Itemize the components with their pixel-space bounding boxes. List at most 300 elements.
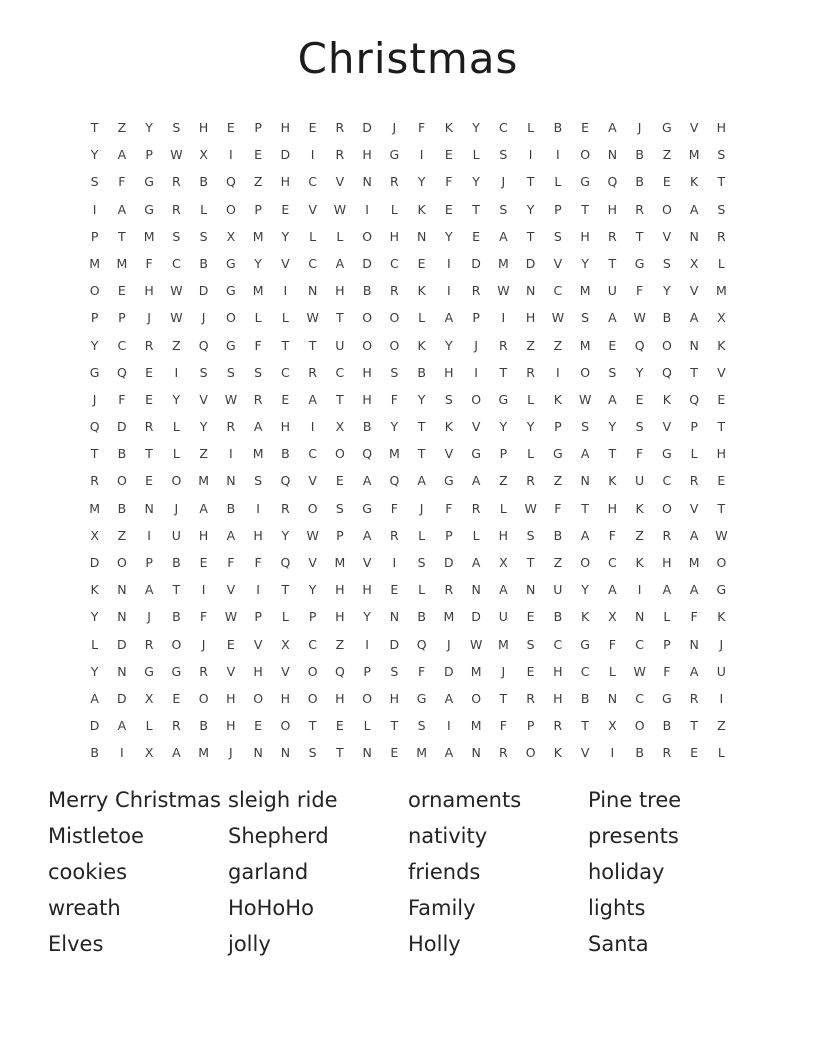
grid-letter: A <box>362 473 372 489</box>
grid-letter: H <box>362 364 372 380</box>
grid-letter: X <box>144 690 154 706</box>
grid-letter: K <box>444 419 453 435</box>
grid-letter: F <box>145 255 153 271</box>
grid-letter: L <box>172 446 180 462</box>
grid-letter: I <box>556 364 560 380</box>
word-list-item: presents <box>588 824 679 848</box>
grid-letter: N <box>389 609 400 625</box>
grid-letter: T <box>336 391 344 407</box>
grid-letter: I <box>474 364 478 380</box>
grid-letter: G <box>389 147 400 163</box>
grid-letter: Y <box>90 663 99 679</box>
grid-letter: P <box>663 636 671 652</box>
grid-letter: B <box>362 283 372 299</box>
grid-letter: T <box>281 337 290 353</box>
grid-letter: Y <box>499 419 508 435</box>
grid-letter: M <box>579 337 591 353</box>
grid-letter: Y <box>363 609 371 625</box>
grid-letter: E <box>417 255 426 271</box>
grid-letter: E <box>254 147 263 163</box>
grid-letter: H <box>253 663 263 679</box>
grid-letter: V <box>362 555 372 570</box>
word-list <box>48 782 788 962</box>
grid-letter: A <box>444 690 454 706</box>
grid-letter: T <box>499 364 508 380</box>
grid-letter: M <box>688 147 700 163</box>
grid-letter: O <box>307 500 318 516</box>
grid-letter: Y <box>281 228 290 244</box>
grid-letter: O <box>661 337 672 353</box>
grid-letter: R <box>635 201 644 217</box>
grid-letter: T <box>336 745 344 761</box>
grid-row <box>81 304 735 331</box>
grid-letter: Y <box>199 419 208 435</box>
grid-letter: H <box>362 582 372 598</box>
grid-letter: X <box>608 718 617 734</box>
word-list-item: Elves <box>48 932 104 956</box>
grid-letter: E <box>581 120 590 135</box>
grid-letter: C <box>390 255 399 271</box>
grid-letter: S <box>417 718 426 734</box>
grid-letter: M <box>443 609 455 625</box>
grid-letter: E <box>335 718 344 734</box>
grid-letter: V <box>281 255 290 271</box>
grid-letter: O <box>661 201 672 217</box>
grid-letter: O <box>198 690 209 706</box>
grid-letter: F <box>445 174 453 190</box>
word-search-grid <box>81 114 735 767</box>
grid-letter: I <box>310 419 315 435</box>
grid-letter: S <box>499 201 508 217</box>
grid-letter: F <box>118 391 126 407</box>
word-list-column <box>588 782 768 962</box>
grid-letter: E <box>635 391 644 407</box>
grid-letter: K <box>717 337 726 353</box>
grid-letter: N <box>607 690 618 706</box>
grid-letter: H <box>389 228 400 244</box>
grid-letter: A <box>144 582 154 598</box>
grid-letter: R <box>608 228 617 244</box>
grid-letter: L <box>172 419 180 435</box>
grid-letter: O <box>280 718 291 734</box>
grid-letter: E <box>335 473 344 489</box>
grid-letter: G <box>662 120 672 135</box>
grid-letter: E <box>472 228 481 244</box>
grid-letter: H <box>580 228 590 244</box>
grid-letter: Y <box>445 337 453 353</box>
grid-letter: V <box>471 419 481 435</box>
grid-letter: Z <box>117 120 127 135</box>
grid-letter: V <box>689 283 699 299</box>
word-list-item: Shepherd <box>228 824 329 848</box>
grid-letter: O <box>389 337 400 353</box>
grid-letter: G <box>634 255 645 271</box>
grid-letter: O <box>580 364 591 380</box>
grid-letter: E <box>717 391 726 407</box>
grid-letter: B <box>117 446 127 462</box>
grid-letter: L <box>418 582 426 598</box>
grid-letter: E <box>444 201 453 217</box>
grid-row <box>81 196 735 223</box>
grid-letter: D <box>280 147 291 163</box>
grid-letter: I <box>528 147 533 163</box>
grid-letter: O <box>389 310 400 326</box>
grid-letter: A <box>117 718 127 734</box>
grid-letter: B <box>199 174 208 190</box>
grid-letter: V <box>553 255 563 271</box>
grid-letter: C <box>580 663 590 679</box>
grid-letter: H <box>280 120 291 135</box>
grid-letter: P <box>118 310 126 326</box>
grid-letter: W <box>633 663 646 679</box>
grid-letter: E <box>145 391 154 407</box>
grid-letter: Q <box>362 446 373 462</box>
grid-letter: F <box>254 555 262 570</box>
grid-letter: V <box>689 120 699 135</box>
grid-letter: A <box>471 555 481 570</box>
grid-letter: G <box>580 636 590 652</box>
grid-letter: L <box>281 609 289 625</box>
grid-letter: H <box>389 690 400 706</box>
grid-letter: H <box>335 609 345 625</box>
grid-letter: V <box>689 500 699 516</box>
grid-letter: E <box>172 690 181 706</box>
grid-letter: I <box>256 582 260 598</box>
grid-letter: A <box>199 500 208 516</box>
grid-letter: M <box>198 473 210 489</box>
grid-letter: N <box>226 473 236 489</box>
grid-letter: O <box>471 391 482 407</box>
grid-letter: L <box>527 391 535 407</box>
grid-letter: U <box>335 337 345 353</box>
grid-letter: X <box>689 255 699 271</box>
grid-letter: Z <box>172 337 181 353</box>
grid-letter: N <box>416 228 427 244</box>
grid-letter: H <box>362 147 372 163</box>
grid-letter: V <box>226 663 236 679</box>
grid-row <box>81 549 735 576</box>
grid-letter: W <box>497 283 510 299</box>
grid-letter: V <box>662 419 672 435</box>
grid-letter: Q <box>634 337 645 353</box>
grid-letter: N <box>525 283 536 299</box>
grid-letter: O <box>661 500 672 516</box>
grid-letter: I <box>365 201 369 217</box>
grid-letter: O <box>307 690 318 706</box>
grid-letter: B <box>417 364 426 380</box>
grid-letter: S <box>499 147 508 163</box>
grid-letter: W <box>170 283 183 299</box>
grid-letter: N <box>144 500 154 516</box>
grid-letter: P <box>499 446 508 462</box>
grid-letter: V <box>281 663 290 679</box>
grid-letter: C <box>635 636 644 652</box>
word-list-column <box>228 782 408 962</box>
grid-letter: E <box>690 745 699 761</box>
grid-letter: R <box>308 364 317 380</box>
grid-letter: A <box>117 201 127 217</box>
grid-letter: M <box>497 636 509 652</box>
grid-letter: W <box>551 310 565 326</box>
grid-letter: T <box>526 228 535 244</box>
grid-letter: I <box>447 718 451 734</box>
grid-letter: K <box>553 745 562 761</box>
grid-letter: Y <box>281 527 290 543</box>
grid-letter: A <box>689 201 699 217</box>
grid-letter: R <box>390 527 399 543</box>
grid-letter: E <box>390 582 399 598</box>
grid-letter: N <box>471 582 481 598</box>
grid-letter: L <box>418 310 426 326</box>
grid-letter: M <box>388 446 400 462</box>
grid-letter: R <box>226 419 236 435</box>
grid-letter: T <box>526 555 535 570</box>
word-list-item: Mistletoe <box>48 824 144 848</box>
grid-letter: N <box>117 609 127 625</box>
grid-letter: G <box>144 174 154 190</box>
grid-letter: L <box>499 500 507 516</box>
grid-letter: Z <box>335 636 345 652</box>
grid-letter: F <box>254 337 262 353</box>
grid-letter: E <box>526 663 535 679</box>
grid-letter: O <box>525 745 536 761</box>
grid-letter: B <box>553 120 563 135</box>
grid-letter: C <box>308 255 317 271</box>
grid-letter: S <box>199 364 208 380</box>
grid-row <box>81 603 735 630</box>
grid-letter: I <box>610 745 615 761</box>
grid-letter: T <box>281 582 290 598</box>
grid-row <box>81 631 735 658</box>
grid-letter: S <box>581 419 590 435</box>
grid-row <box>81 413 735 440</box>
grid-letter: W <box>224 609 238 625</box>
grid-letter: H <box>525 310 536 326</box>
grid-letter: A <box>608 120 617 135</box>
grid-letter: P <box>90 310 99 326</box>
grid-letter: I <box>365 636 369 652</box>
grid-letter: H <box>362 391 372 407</box>
grid-letter: A <box>226 527 236 543</box>
grid-letter: B <box>635 745 644 761</box>
grid-letter: S <box>526 636 535 652</box>
grid-letter: A <box>689 527 699 543</box>
grid-letter: Q <box>225 174 236 190</box>
grid-letter: C <box>553 636 563 652</box>
word-list-item: cookies <box>48 860 128 884</box>
grid-letter: A <box>580 527 590 543</box>
grid-letter: T <box>608 446 617 462</box>
grid-letter: Y <box>90 147 99 163</box>
grid-letter: U <box>716 663 726 679</box>
grid-letter: C <box>308 174 317 190</box>
grid-letter: U <box>498 609 508 625</box>
grid-letter: F <box>227 555 235 570</box>
grid-letter: O <box>362 228 373 244</box>
grid-letter: B <box>635 174 644 190</box>
grid-letter: U <box>635 473 645 489</box>
grid-letter: A <box>172 745 181 761</box>
grid-row <box>81 141 735 168</box>
grid-letter: J <box>447 636 451 652</box>
grid-letter: R <box>253 391 263 407</box>
grid-letter: K <box>417 201 426 217</box>
grid-letter: M <box>470 663 482 679</box>
grid-row <box>81 332 735 359</box>
grid-letter: C <box>308 636 317 652</box>
grid-letter: Y <box>581 255 589 271</box>
grid-letter: N <box>253 745 263 761</box>
grid-letter: S <box>717 147 726 163</box>
grid-letter: T <box>499 690 508 706</box>
grid-letter: S <box>390 364 399 380</box>
grid-letter: D <box>444 663 454 679</box>
grid-letter: F <box>663 663 671 679</box>
grid-letter: J <box>419 500 424 516</box>
grid-letter: A <box>608 391 617 407</box>
grid-letter: C <box>635 690 644 706</box>
grid-letter: D <box>89 555 100 570</box>
grid-letter: O <box>362 337 373 353</box>
grid-letter: B <box>199 255 208 271</box>
grid-letter: H <box>444 364 454 380</box>
grid-letter: A <box>689 582 699 598</box>
grid-letter: Y <box>417 391 426 407</box>
grid-letter: G <box>171 663 182 679</box>
grid-letter: J <box>147 310 151 326</box>
grid-letter: S <box>553 228 562 244</box>
grid-letter: L <box>200 201 208 217</box>
grid-letter: O <box>307 663 318 679</box>
grid-letter: V <box>717 364 726 380</box>
grid-letter: E <box>199 555 208 570</box>
grid-letter: R <box>199 663 208 679</box>
grid-letter: R <box>172 718 181 734</box>
grid-letter: V <box>308 555 317 570</box>
grid-row <box>81 250 735 277</box>
grid-letter: T <box>526 174 535 190</box>
word-list-item: Pine tree <box>588 788 682 812</box>
grid-letter: N <box>525 582 536 598</box>
word-list-item: Holly <box>408 932 461 956</box>
grid-row <box>81 168 735 195</box>
grid-letter: K <box>635 555 644 570</box>
grid-letter: S <box>199 228 208 244</box>
grid-letter: L <box>554 174 562 190</box>
grid-letter: K <box>417 337 426 353</box>
grid-letter: D <box>525 255 536 271</box>
grid-letter: Z <box>553 337 563 353</box>
grid-letter: Y <box>472 174 480 190</box>
grid-letter: G <box>498 391 509 407</box>
grid-letter: X <box>199 147 208 163</box>
grid-letter: S <box>90 174 99 190</box>
grid-letter: O <box>580 147 591 163</box>
grid-letter: Q <box>280 555 291 570</box>
grid-letter: X <box>608 609 617 625</box>
grid-letter: T <box>417 446 426 462</box>
grid-letter: K <box>553 391 562 407</box>
grid-letter: K <box>635 500 644 516</box>
grid-letter: B <box>226 500 236 516</box>
grid-letter: D <box>444 555 454 570</box>
grid-letter: Y <box>445 228 453 244</box>
grid-letter: G <box>416 690 427 706</box>
grid-letter: P <box>554 201 562 217</box>
grid-letter: Q <box>280 473 291 489</box>
grid-letter: W <box>170 310 183 326</box>
grid-letter: Y <box>472 120 480 135</box>
grid-letter: F <box>608 636 616 652</box>
grid-letter: U <box>553 582 563 598</box>
grid-letter: L <box>717 745 725 761</box>
grid-letter: F <box>445 500 453 516</box>
grid-letter: I <box>256 500 260 516</box>
grid-letter: Z <box>199 446 208 462</box>
grid-letter: S <box>417 555 426 570</box>
grid-row <box>81 440 735 467</box>
grid-letter: S <box>662 255 671 271</box>
grid-letter: Z <box>553 555 563 570</box>
grid-letter: N <box>689 337 699 353</box>
grid-letter: T <box>581 500 589 516</box>
grid-letter: S <box>172 228 181 244</box>
grid-letter: B <box>199 718 208 734</box>
grid-letter: O <box>171 473 182 489</box>
grid-letter: R <box>172 174 181 190</box>
grid-letter: A <box>444 745 454 761</box>
grid-letter: E <box>444 147 453 163</box>
grid-letter: Y <box>526 419 535 435</box>
grid-letter: R <box>662 745 672 761</box>
grid-letter: G <box>144 663 154 679</box>
grid-letter: R <box>526 690 535 706</box>
grid-letter: V <box>335 174 345 190</box>
grid-letter: E <box>226 636 235 652</box>
grid-letter: E <box>390 745 399 761</box>
grid-letter: H <box>716 120 727 135</box>
grid-letter: F <box>200 609 208 625</box>
grid-letter: O <box>471 690 482 706</box>
grid-letter: T <box>417 419 426 435</box>
grid-letter: T <box>472 201 480 217</box>
grid-letter: D <box>471 255 481 271</box>
grid-letter: Q <box>607 174 618 190</box>
grid-letter: H <box>335 283 345 299</box>
grid-letter: W <box>333 201 347 217</box>
grid-letter: I <box>229 147 233 163</box>
word-list-column <box>48 782 228 962</box>
grid-letter: T <box>717 419 726 435</box>
grid-letter: J <box>174 500 179 516</box>
grid-letter: K <box>444 120 453 135</box>
grid-letter: Y <box>308 582 317 598</box>
grid-row <box>81 658 735 685</box>
grid-letter: F <box>118 174 126 190</box>
grid-letter: V <box>253 636 263 652</box>
grid-letter: Y <box>254 255 262 271</box>
grid-letter: P <box>445 527 453 543</box>
grid-letter: T <box>581 201 589 217</box>
grid-letter: H <box>498 527 509 543</box>
grid-letter: H <box>198 527 209 543</box>
grid-letter: R <box>499 337 508 353</box>
grid-letter: G <box>362 500 372 516</box>
grid-letter: P <box>90 228 99 244</box>
grid-letter: O <box>116 473 127 489</box>
grid-row <box>81 712 735 739</box>
grid-letter: G <box>89 364 100 380</box>
